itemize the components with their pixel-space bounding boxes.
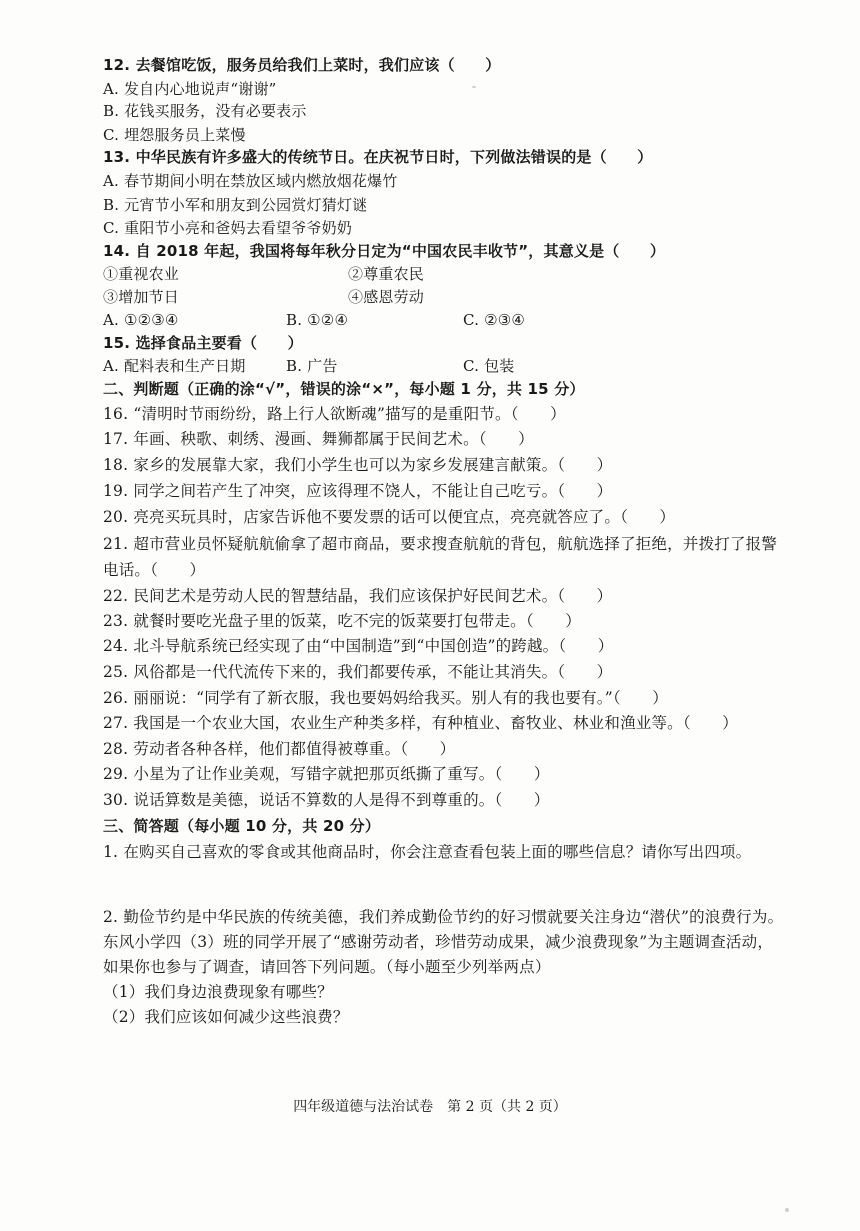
short-answer-section-heading: 三、简答题（每小题 10 分，共 20 分） — [103, 817, 381, 835]
judge-item: 25. 风俗都是一代代流传下来的，我们都要传承，不能让其消失。（ ） — [103, 663, 613, 681]
question-15-option-b: B. 广告 — [286, 357, 338, 375]
short-answer-question-1: 1. 在购买自己喜欢的零食或其他商品时，你会注意查看包装上面的哪些信息？请你写出四项。 — [103, 843, 752, 861]
judge-item: 26. 丽丽说：“同学有了新衣服，我也要妈妈给我买。别人有的我也要有。”（ ） — [103, 689, 668, 707]
scan-speck — [472, 86, 476, 88]
question-13-option-a: A. 春节期间小明在禁放区域内燃放烟花爆竹 — [103, 172, 398, 190]
question-14-stem: 14. 自 2018 年起，我国将每年秋分日定为“中国农民丰收节”，其意义是（ ） — [103, 242, 666, 260]
page-footer: 四年级道德与法治试卷 第 2 页（共 2 页） — [293, 1099, 567, 1115]
short-answer-subquestion-2: （2）我们应该如何减少这些浪费？ — [103, 1008, 349, 1026]
judge-item-continuation: 电话。（ ） — [103, 561, 206, 579]
judge-item: 24. 北斗导航系统已经实现了由“中国制造”到“中国创造”的跨越。（ ） — [103, 637, 614, 655]
judge-section-heading: 二、判断题（正确的涂“√”，错误的涂“×”，每小题 1 分，共 15 分） — [103, 380, 585, 398]
judge-item: 23. 就餐时要吃光盘子里的饭菜，吃不完的饭菜要打包带走。（ ） — [103, 612, 581, 630]
question-14-option-b: B. ①②④ — [286, 311, 349, 329]
judge-item: 21. 超市营业员怀疑航航偷拿了超市商品，要求搜查航航的背包，航航选择了拒绝，并拨打了报警 — [103, 535, 778, 553]
judge-item: 28. 劳动者各种各样，他们都值得被尊重。（ ） — [103, 740, 456, 758]
question-15-option-c: C. 包装 — [463, 357, 515, 375]
question-12-option-b: B. 花钱买服务，没有必要表示 — [103, 102, 307, 120]
short-answer-question-2-line-1: 2. 勤俭节约是中华民族的传统美德，我们养成勤俭节约的好习惯就要关注身边“潜伏”的浪费行为。 — [103, 908, 784, 926]
question-14-item-1: ①重视农业 — [103, 265, 180, 283]
judge-item: 29. 小星为了让作业美观，写错字就把那页纸撕了重写。（ ） — [103, 765, 550, 783]
question-14-item-4: ④感恩劳动 — [348, 288, 425, 306]
question-15-option-a: A. 配料表和生产日期 — [103, 357, 246, 375]
short-answer-subquestion-1: （1）我们身边浪费现象有哪些？ — [103, 983, 333, 1001]
judge-item: 19. 同学之间若产生了冲突，应该得理不饶人，不能让自己吃亏。（ ） — [103, 482, 613, 500]
question-14-item-2: ②尊重农民 — [348, 265, 425, 283]
question-15-stem: 15. 选择食品主要看（ ） — [103, 334, 303, 352]
judge-item: 16. “清明时节雨纷纷，路上行人欲断魂”描写的是重阳节。（ ） — [103, 405, 566, 423]
question-12-option-c: C. 埋怨服务员上菜慢 — [103, 126, 246, 144]
question-12-stem: 12. 去餐馆吃饭，服务员给我们上菜时，我们应该（ ） — [103, 56, 501, 74]
judge-item: 18. 家乡的发展靠大家，我们小学生也可以为家乡发展建言献策。（ ） — [103, 456, 613, 474]
question-13-option-c: C. 重阳节小亮和爸妈去看望爷爷奶奶 — [103, 219, 353, 237]
judge-item: 22. 民间艺术是劳动人民的智慧结晶，我们应该保护好民间艺术。（ ） — [103, 587, 613, 605]
judge-item: 30. 说话算数是美德，说话不算数的人是得不到尊重的。（ ） — [103, 791, 550, 809]
scan-speck — [785, 1208, 789, 1212]
question-14-option-c: C. ②③④ — [463, 311, 526, 329]
question-14-item-3: ③增加节日 — [103, 288, 180, 306]
question-13-stem: 13. 中华民族有许多盛大的传统节日。在庆祝节日时，下列做法错误的是（ ） — [103, 148, 653, 166]
short-answer-question-2-line-2: 东风小学四（3）班的同学开展了“感谢劳动者，珍惜劳动成果，减少浪费现象”为主题调查活动， — [103, 933, 774, 951]
judge-item: 20. 亮亮买玩具时，店家告诉他不要发票的话可以便宜点，亮亮就答应了。（ ） — [103, 508, 676, 526]
short-answer-question-2-line-3: 如果你也参与了调查，请回答下列问题。（每小题至少列举两点） — [103, 958, 551, 976]
judge-item: 27. 我国是一个农业大国，农业生产种类多样，有种植业、畜牧业、林业和渔业等。（ ） — [103, 714, 738, 732]
question-12-option-a: A. 发自内心地说声“谢谢” — [103, 80, 277, 98]
judge-item: 17. 年画、秧歌、刺绣、漫画、舞狮都属于民间艺术。（ ） — [103, 430, 534, 448]
question-14-option-a: A. ①②③④ — [103, 311, 179, 329]
question-13-option-b: B. 元宵节小军和朋友到公园赏灯猜灯谜 — [103, 196, 368, 214]
